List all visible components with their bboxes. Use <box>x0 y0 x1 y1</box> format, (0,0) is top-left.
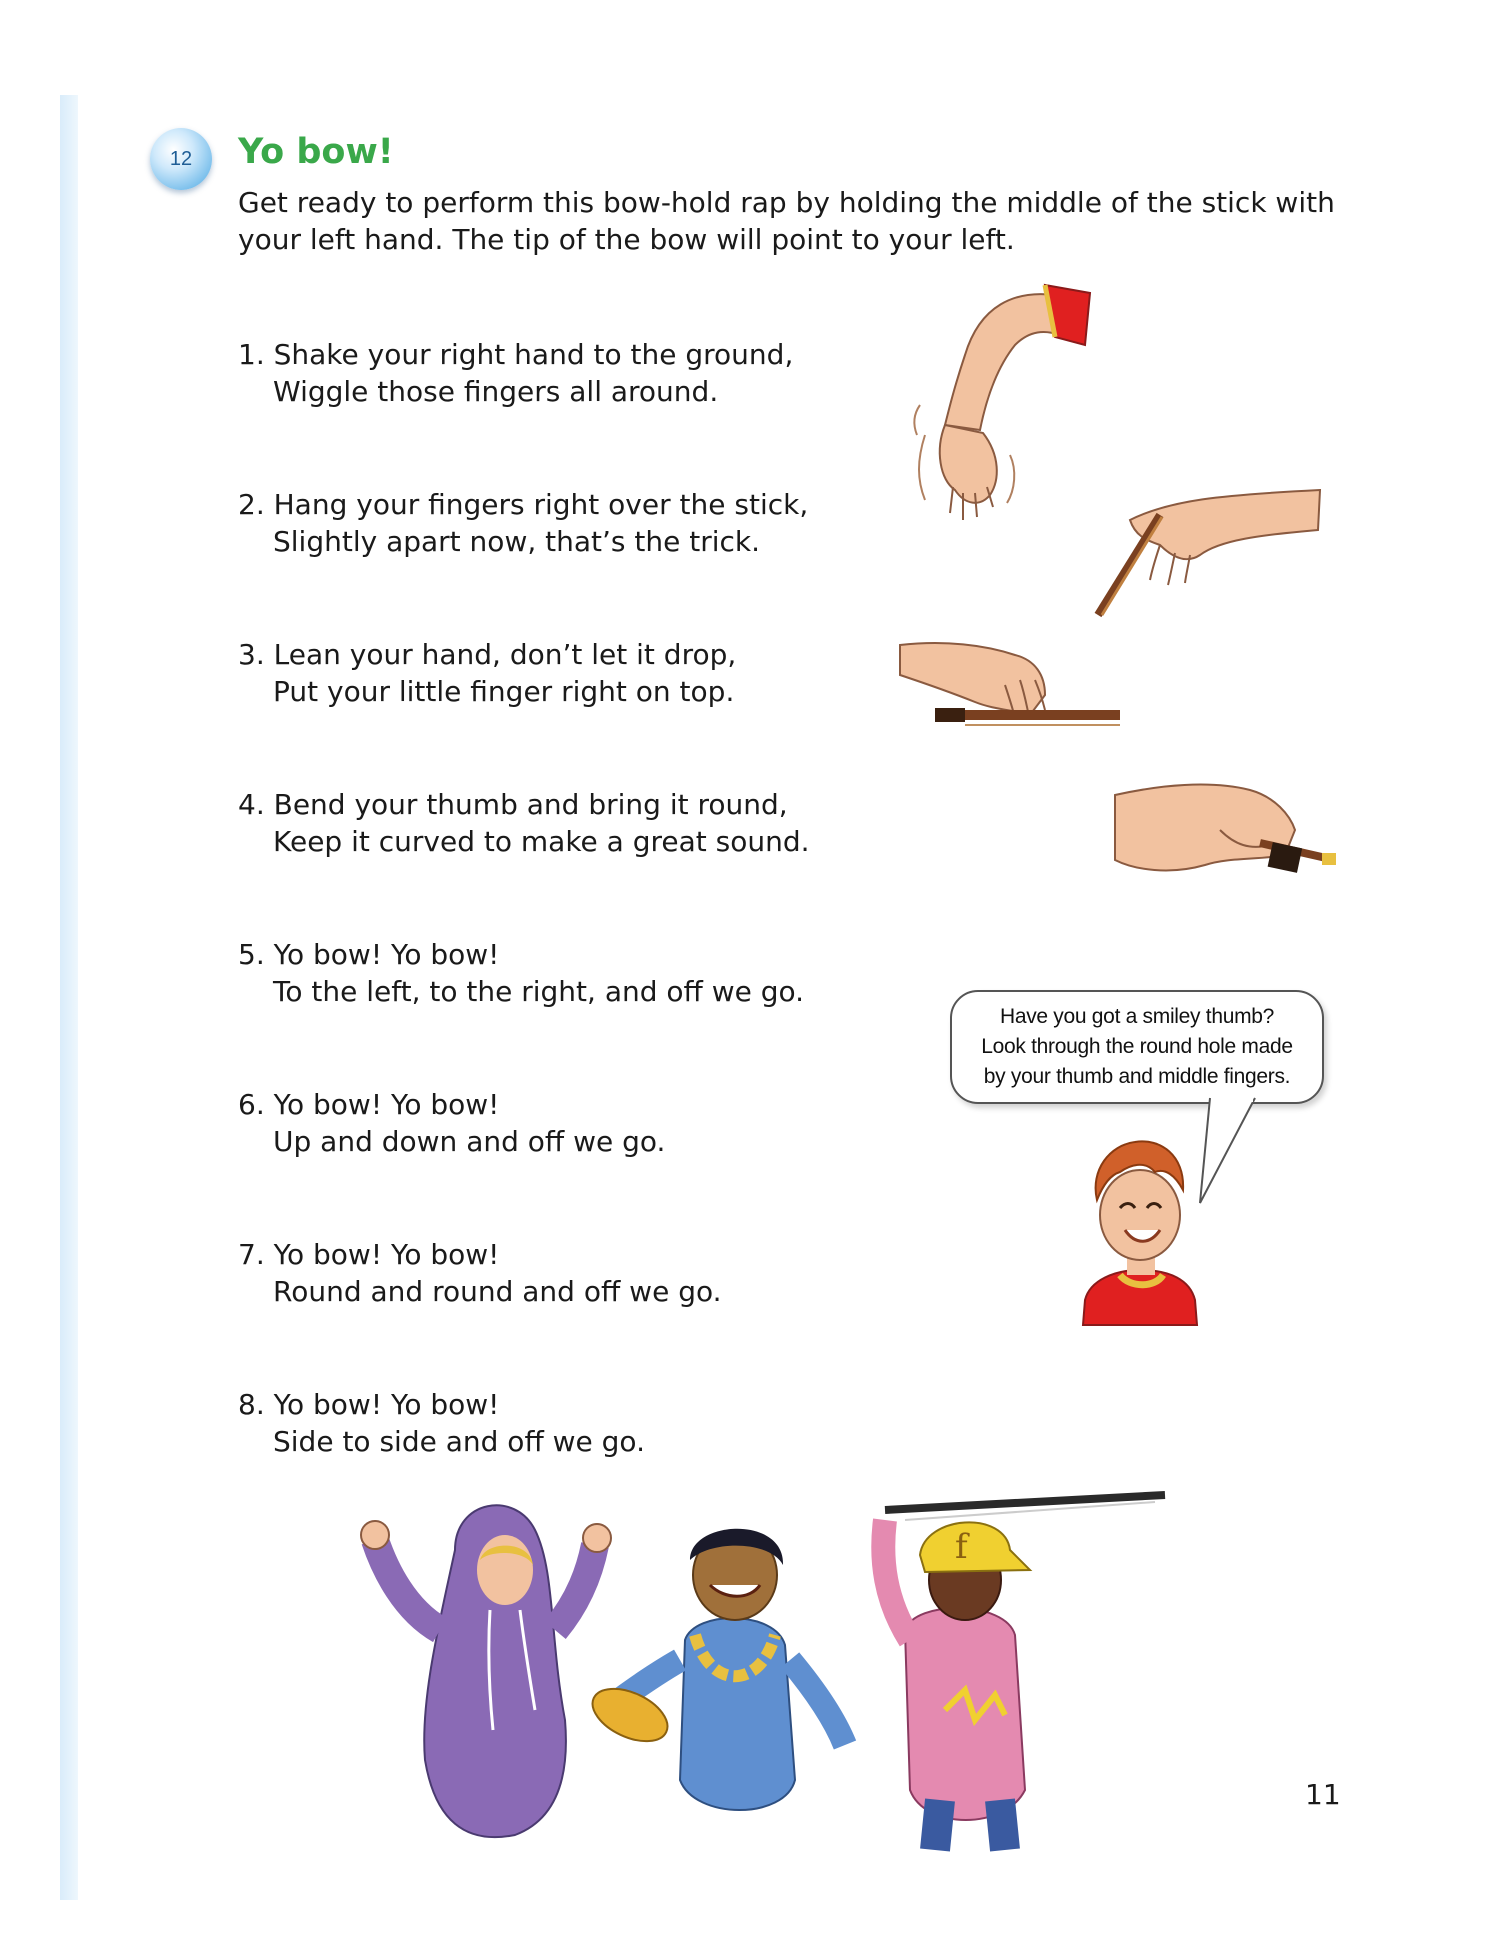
verse-4 <box>238 786 878 860</box>
page-number: 11 <box>1305 1778 1341 1811</box>
track-number: 12 <box>169 147 193 170</box>
speech-text <box>981 1002 1292 1092</box>
verse-line: 7. Yo bow! Yo bow! <box>238 1238 500 1271</box>
verse-8 <box>238 1386 878 1460</box>
intro-text: Get ready to perform this bow-hold rap by holding the middle of the stick with your left hand. The tip of the bow will point to your left. <box>238 186 1335 256</box>
verse-line: Put your little finger right on top. <box>273 675 735 708</box>
verse-line: 6. Yo bow! Yo bow! <box>238 1088 500 1121</box>
verse-line: 4. Bend your thumb and bring it round, <box>238 788 788 821</box>
verse-line: 8. Yo bow! Yo bow! <box>238 1388 500 1421</box>
margin-bar <box>60 95 78 1900</box>
verse-line: 1. Shake your right hand to the ground, <box>238 338 794 371</box>
hanging-fingers-illustration <box>1090 475 1330 625</box>
audio-track-badge[interactable] <box>150 128 212 190</box>
verse-1 <box>238 336 878 410</box>
curved-thumb-illustration <box>1110 775 1340 895</box>
verse-line: Round and round and off we go. <box>273 1275 722 1308</box>
verse-line: Slightly apart now, that’s the trick. <box>273 525 761 558</box>
little-finger-illustration <box>895 630 1125 740</box>
verse-2 <box>238 486 878 560</box>
verse-line: Wiggle those fingers all around. <box>273 375 719 408</box>
verse-line: To the left, to the right, and off we go. <box>273 975 805 1008</box>
verse-line: Side to side and off we go. <box>273 1425 645 1458</box>
verse-3 <box>238 636 878 710</box>
verse-line: Keep it curved to make a great sound. <box>273 825 810 858</box>
speech-line: by your thumb and middle fingers. <box>983 1065 1291 1088</box>
speech-line: Have you got a smiley thumb? <box>999 1005 1275 1028</box>
speech-bubble <box>950 990 1324 1104</box>
verse-6 <box>238 1086 878 1160</box>
page-title: Yo bow! <box>238 132 394 172</box>
verse-7 <box>238 1236 878 1310</box>
verse-line: 2. Hang your fingers right over the stick, <box>238 488 809 521</box>
shaking-hand-illustration <box>905 275 1095 545</box>
verse-line: 5. Yo bow! Yo bow! <box>238 938 500 971</box>
verse-line: 3. Lean your hand, don’t let it drop, <box>238 638 737 671</box>
speech-line: Look through the round hole made <box>981 1035 1293 1058</box>
smiling-boy-illustration <box>1075 1130 1205 1325</box>
verse-5 <box>238 936 878 1010</box>
verse-line: Up and down and off we go. <box>273 1125 666 1158</box>
svg-text:f: f <box>955 1527 968 1567</box>
dancing-children-illustration <box>365 1460 1195 1850</box>
